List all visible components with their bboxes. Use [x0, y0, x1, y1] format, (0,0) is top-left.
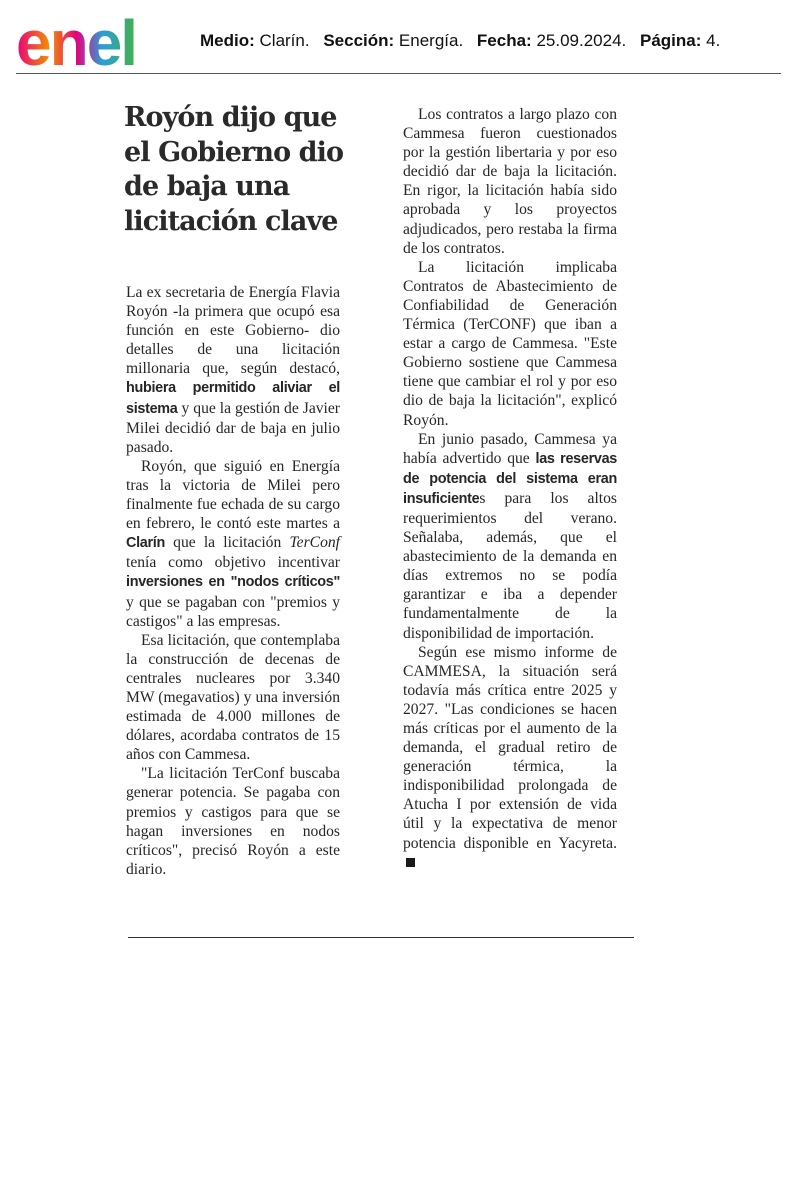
- highlight-text: inversiones en "nodos críticos": [126, 574, 340, 591]
- enel-logo-text: enel: [16, 8, 137, 70]
- medio-label: Medio:: [200, 31, 255, 50]
- article-paragraph: "La licitación TerConf buscaba generar potencia. Se pagaba con premios y castigos para que se hagan inversiones en nodos críticos", precisó Royón a este diario.: [126, 765, 340, 878]
- article-paragraph: En junio pasado, Cammesa ya había advertido que las reservas de potencia del sistema eran insuficientes para los altos requerimientos del verano. Señalaba, además, que el abastecimiento de la demanda en días extremos no se podía garantizar e iba a depender fundamentalmente de la disponibilidad de importación.: [403, 430, 617, 642]
- enel-logo: [16, 8, 178, 70]
- seccion-value: Energía.: [398, 31, 464, 50]
- article-left-column: [126, 283, 340, 879]
- pagina-value: 4.: [706, 31, 721, 50]
- end-of-article-mark: [406, 858, 415, 867]
- article-paragraph: Los contratos a largo plazo con Cammesa fueron cuestionados por la gestión libertaria y por eso decidió dar de baja la licitación. En rigor, la licitación había sido aprobada y los proyectos adjudicados, pero restaba la firma de los contratos.: [403, 106, 617, 257]
- seccion-label: Sección:: [323, 31, 395, 50]
- pagina-label: Página:: [640, 31, 702, 50]
- header-divider: [16, 73, 781, 74]
- newspaper-name: Clarín: [126, 535, 165, 552]
- article-paragraph: Según ese mismo informe de CAMMESA, la situación será todavía más crítica entre 2025 y 2027. "Las condiciones se hacen más críticas por el aumento de la demanda, el gradual retiro de generación térmica, la indisponibilidad prolongada de Atucha I por extensión de vida útil y la expectativa de menor potencia disponible en Yacyreta.: [403, 643, 617, 872]
- highlight-text: hubiera permitido aliviar el sistema: [126, 380, 340, 417]
- article-paragraph: Esa licitación, que contemplaba la construcción de decenas de centrales nucleares por 3.340 MW (megavatios) y una inversión estimada de 4.000 millones de dólares, acordaba contratos de 15 años con Cammesa.: [126, 631, 340, 764]
- article-bottom-divider: [128, 937, 634, 938]
- article-headline: Royón dijo que el Gobierno dio de baja una licitación clave: [124, 102, 344, 237]
- fecha-label: Fecha:: [476, 31, 532, 50]
- highlight-text: las reservas de potencia del sistema eran insuficiente: [403, 450, 617, 507]
- fecha-value: 25.09.2024.: [536, 31, 627, 50]
- article-paragraph: Royón, que siguió en Energía tras la victoria de Milei pero finalmente fue echada de su cargo en febrero, le contó este martes a Clarín que la licitación TerConf tenía como objetivo incentivar inversiones en "nodos críticos" y que se pagaban con "premios y castigos" a las empresas.: [126, 457, 340, 630]
- article-right-column: [403, 105, 617, 872]
- article-paragraph: La licitación implicaba Contratos de Abastecimiento de Confiabilidad de Generación Térmica (TerCONF) que iban a estar a cargo de Cammesa. "Este Gobierno sostiene que Cammesa tiene que cambiar el rol y por eso dio de baja la licitación", explicó Royón.: [403, 258, 617, 429]
- article-paragraph: La ex secretaria de Energía Flavia Royón -la primera que ocupó esa función en este Gobierno- dio detalles de una licitación millonaria que, según destacó, hubiera permitido aliviar el sistema y que la gestión de Javier Milei decidió dar de baja en julio pasado.: [126, 284, 340, 456]
- press-clipping-metadata: [200, 31, 720, 51]
- medio-value: Clarín.: [259, 31, 310, 50]
